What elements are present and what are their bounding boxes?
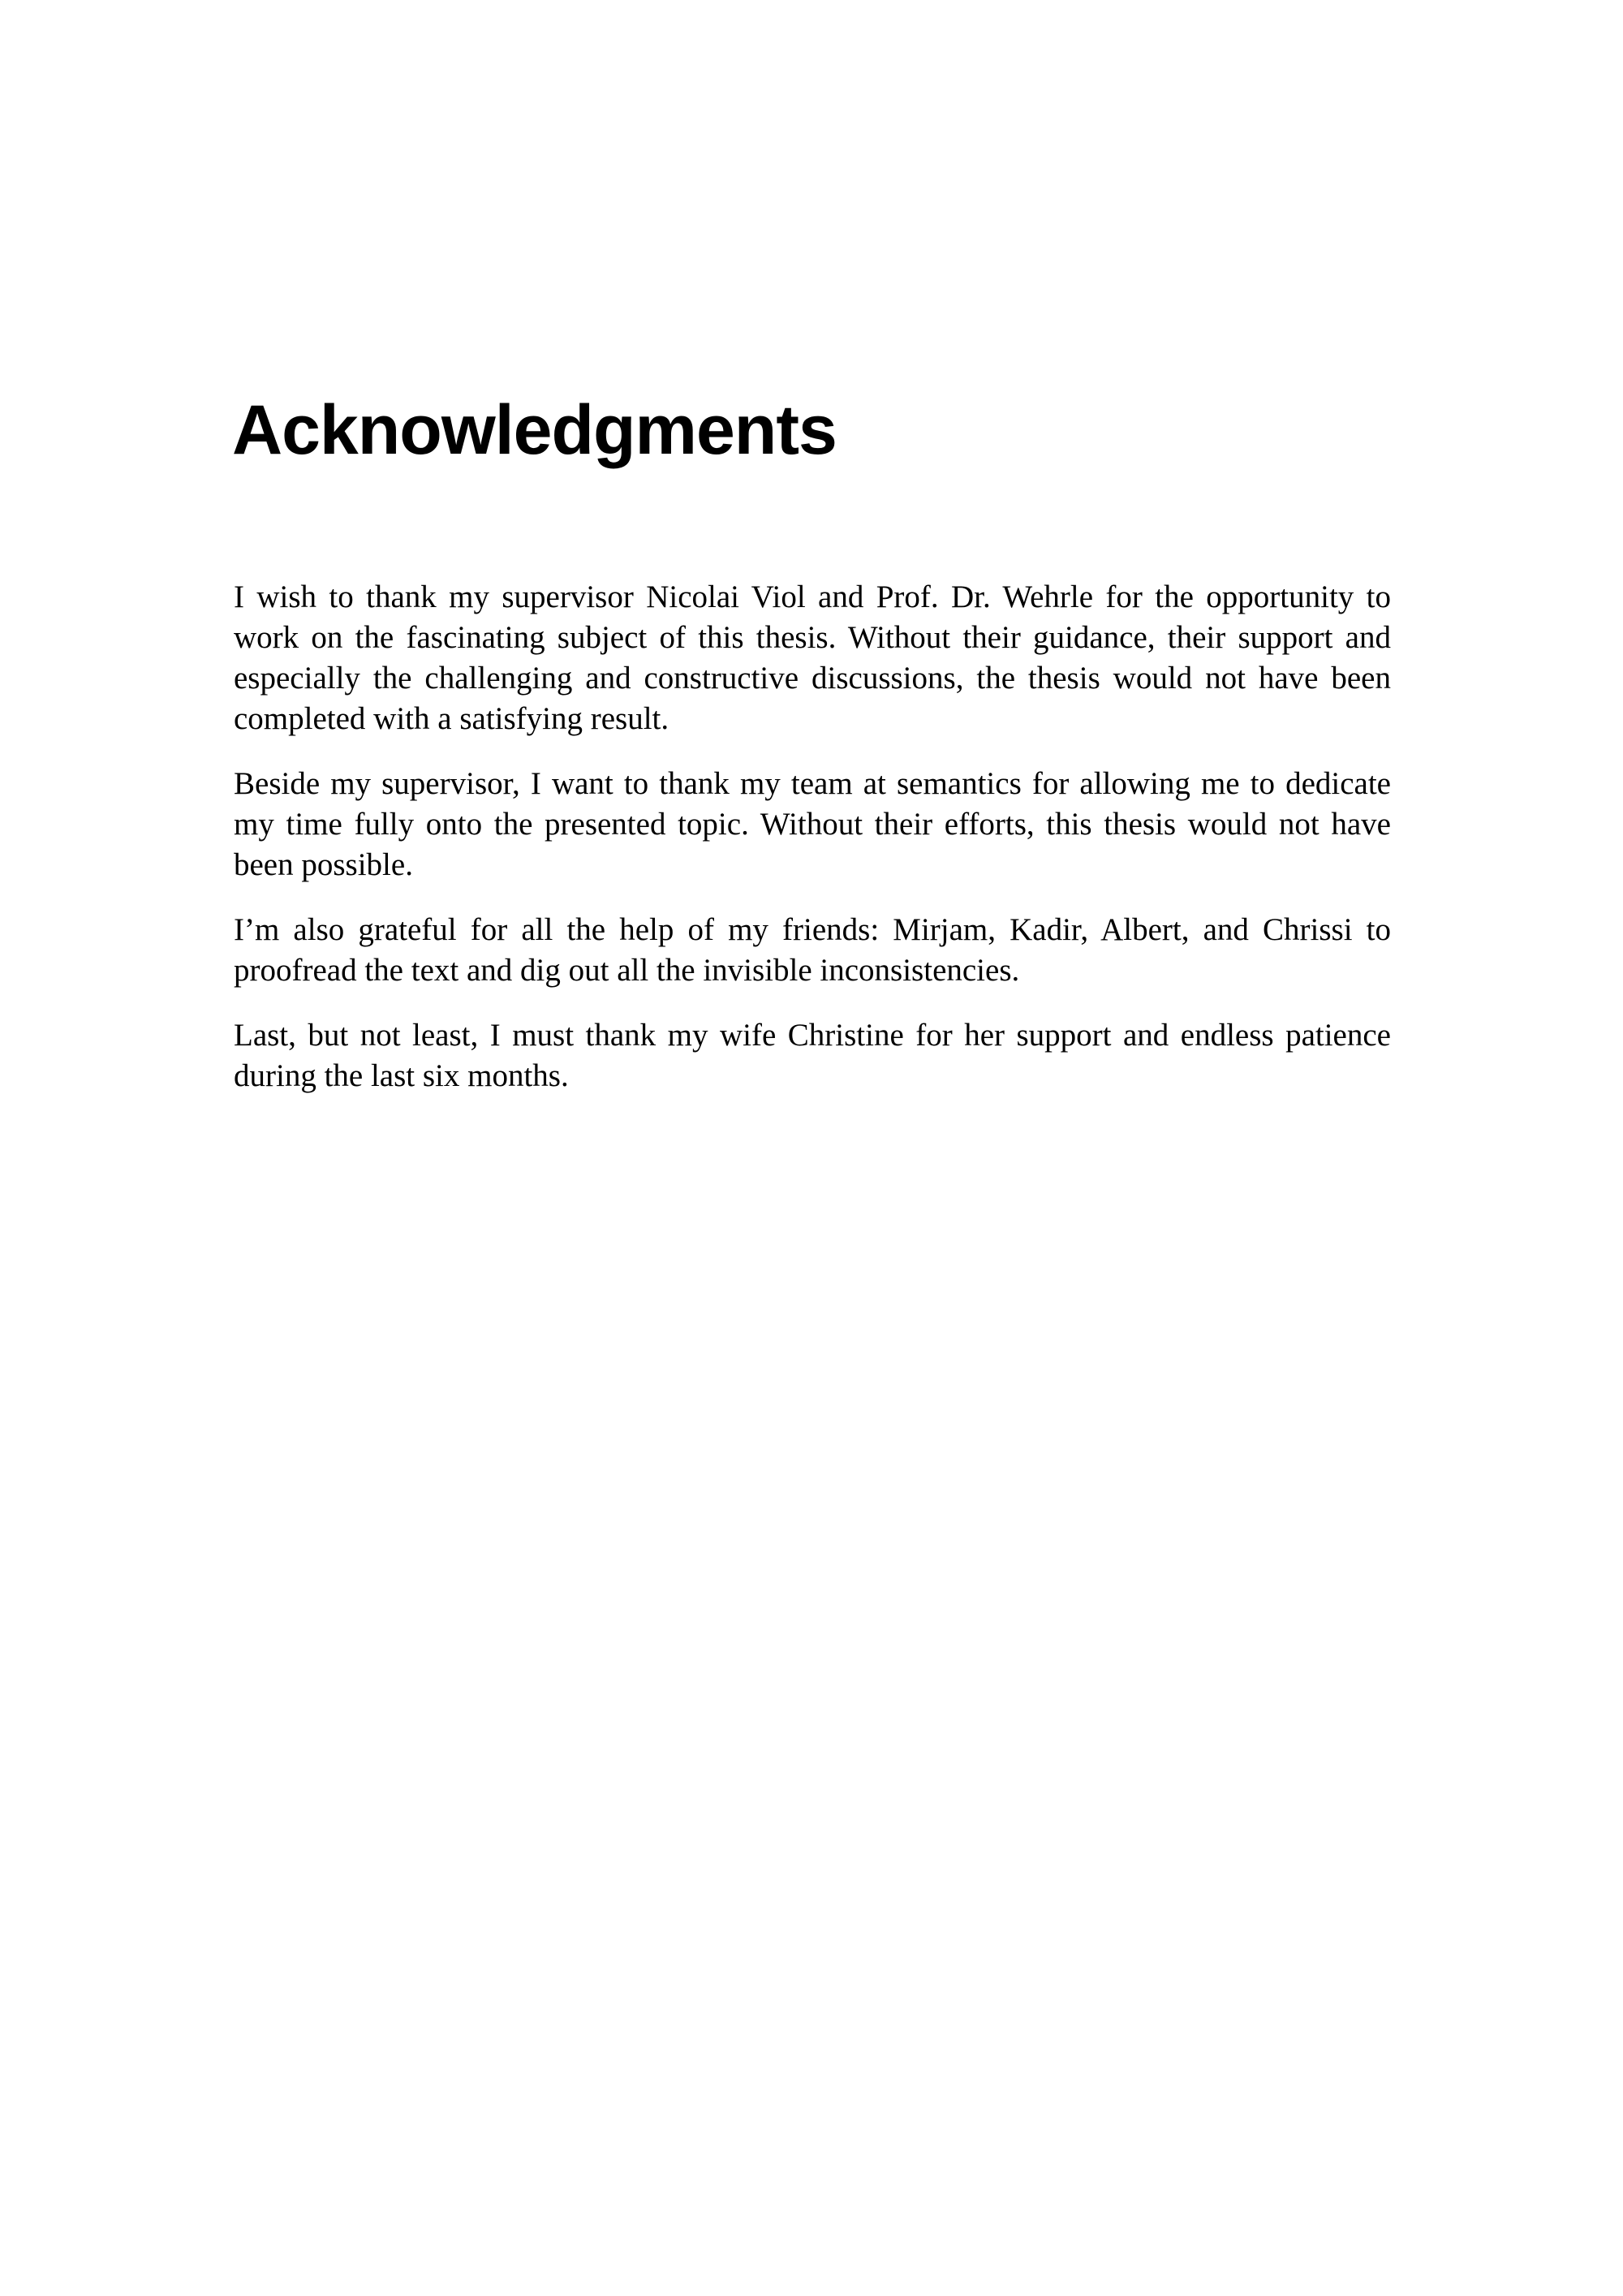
paragraph-team-thanks: Beside my supervisor, I want to thank my team at semantics for allowing me to dedicate my time fully onto the presented topic. Without their efforts, this thesis would not have been possible. [234,766,1391,882]
paragraph-wife-thanks: Last, but not least, I must thank my wife Christine for her support and endless patience during the last six months. [234,1018,1391,1093]
paragraph-supervisor-thanks: I wish to thank my supervisor Nicolai Viol and Prof. Dr. Wehrle for the opportunity to work on the fascinating subject of this thesis. Without their guidance, their support and especially the challenging and constructive discussions, the thesis would not have been completed with a satisfying result. [234,579,1391,736]
acknowledgments-body [234,577,1391,1121]
chapter-title: Acknowledgments [232,391,837,469]
paragraph-friends-thanks: I’m also grateful for all the help of my friends: Mirjam, Kadir, Albert, and Chrissi to proofread the text and dig out all the invisible inconsistencies. [234,912,1391,988]
